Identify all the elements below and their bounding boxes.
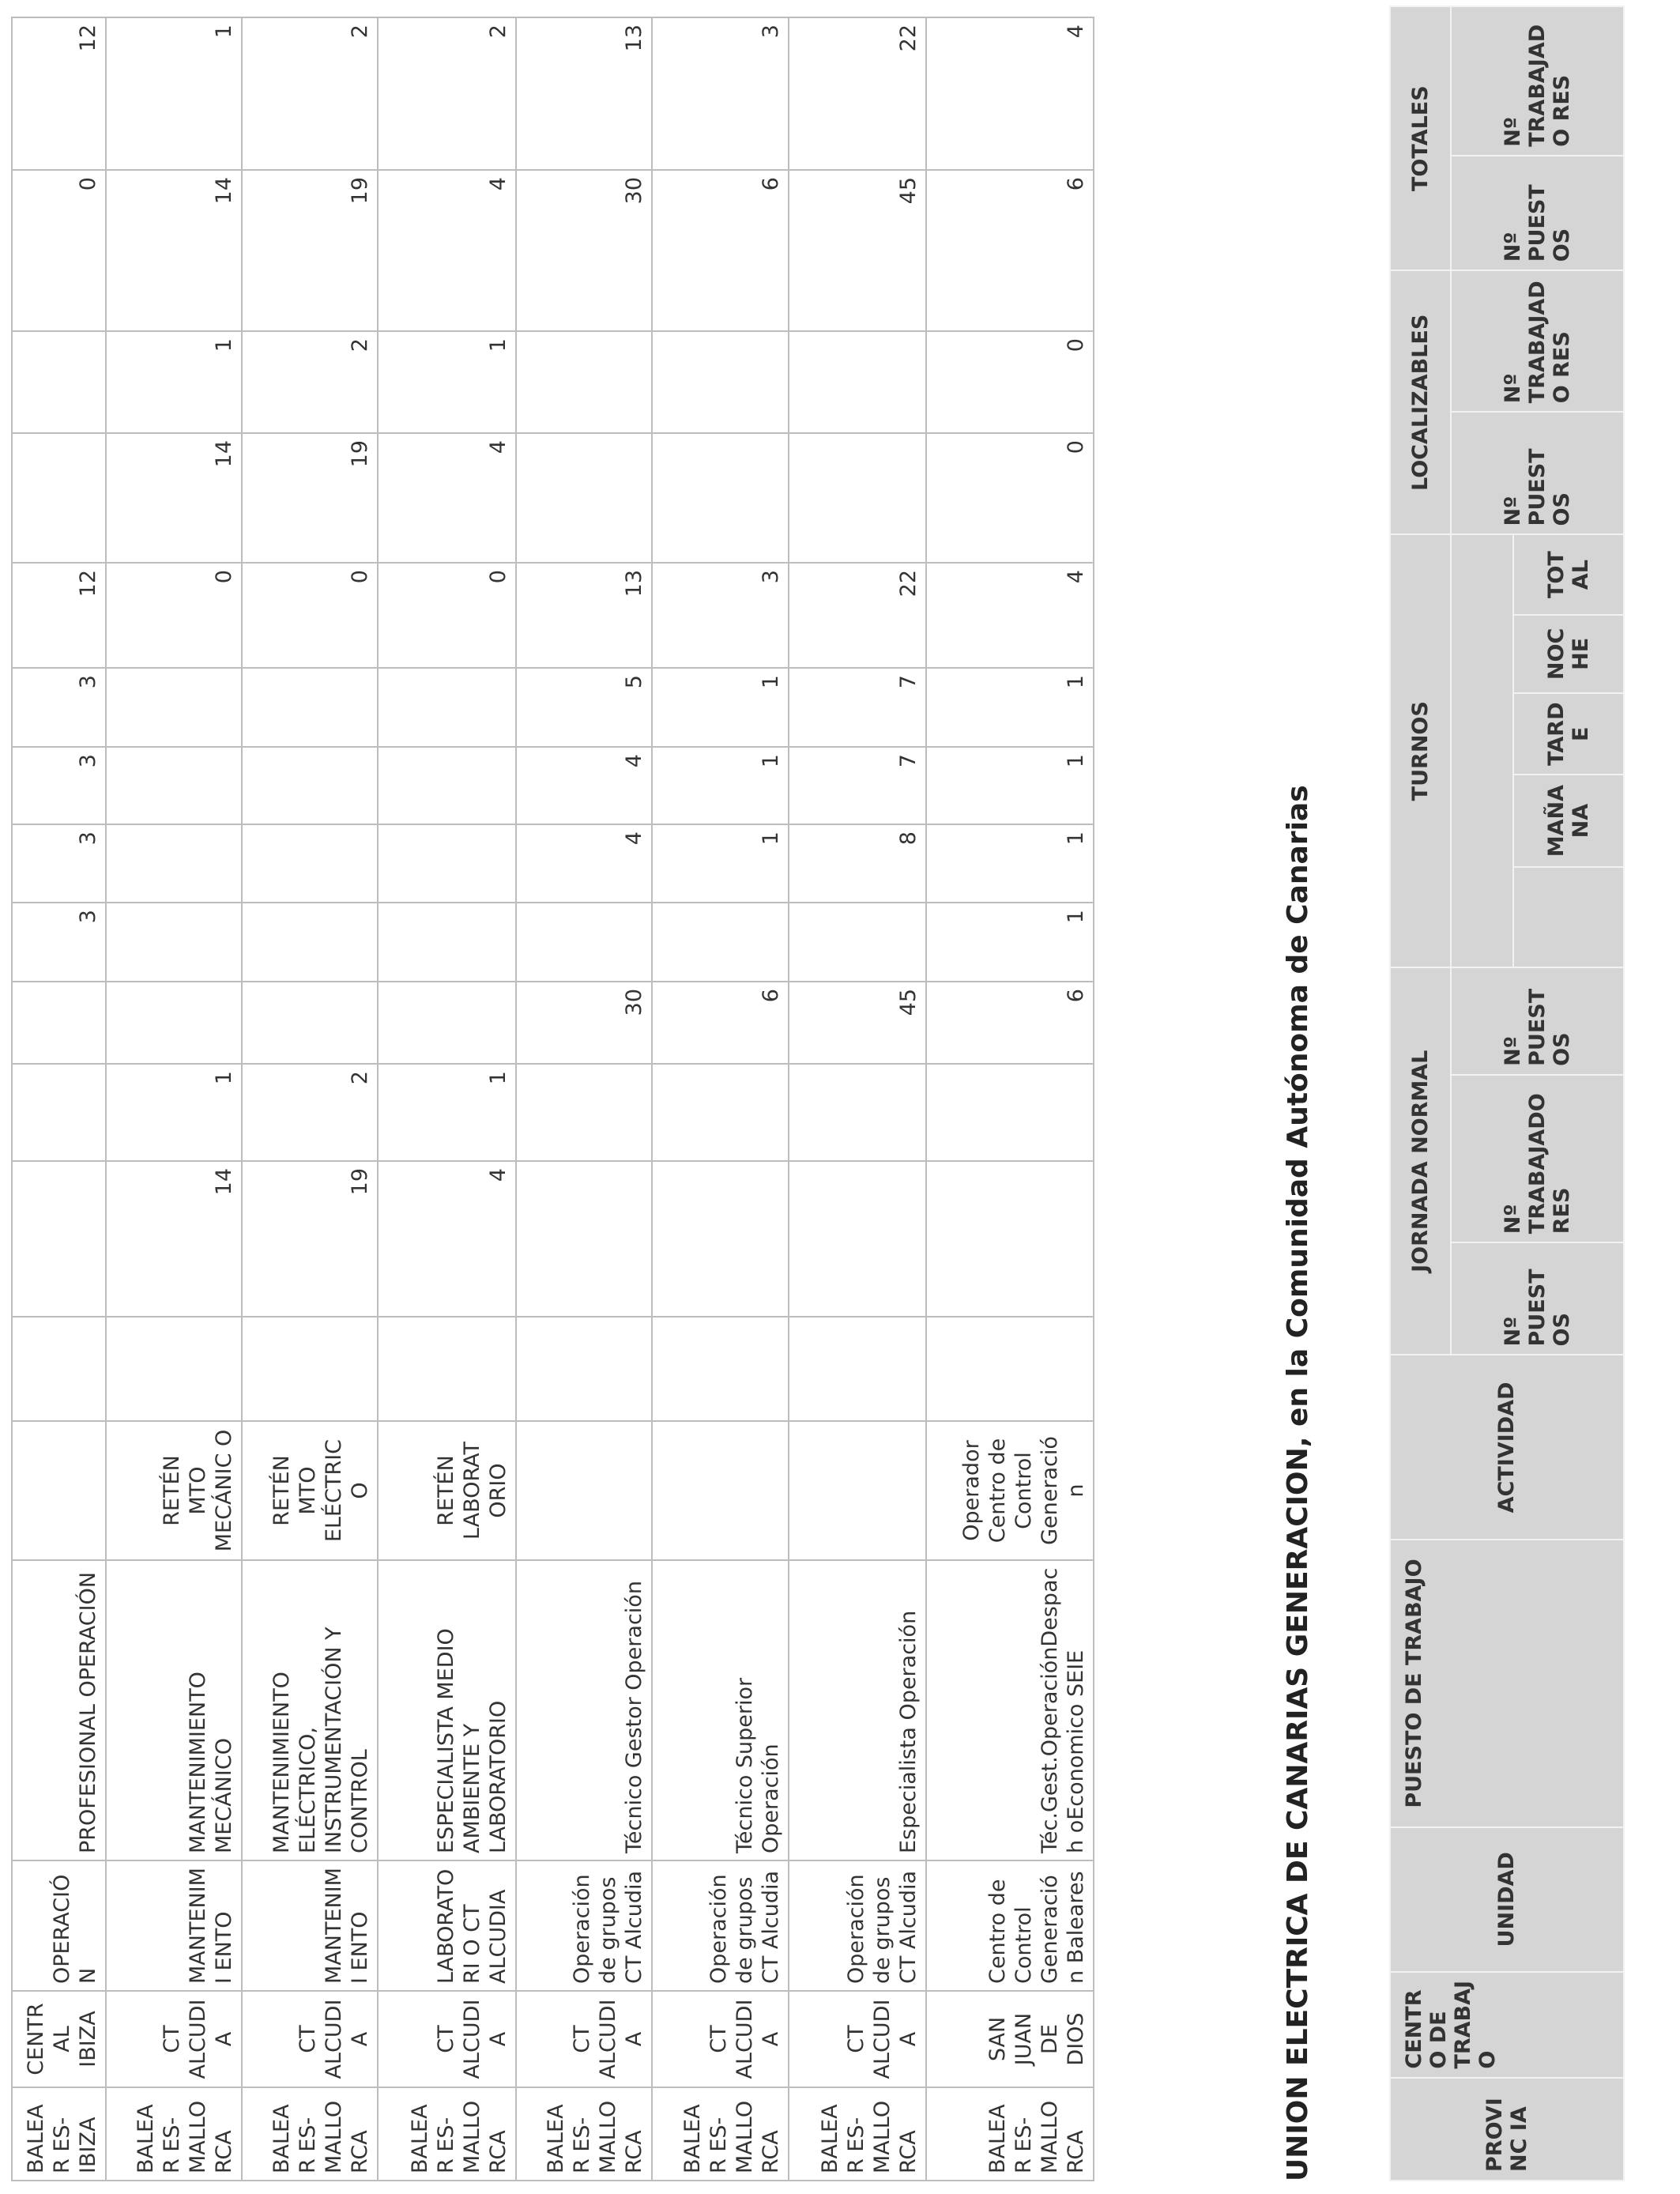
loc-puestos-cell: 3 <box>652 563 789 668</box>
actividad-cell <box>516 1421 652 1560</box>
tot-trabajadores-b-cell: 22 <box>789 17 926 170</box>
total-cell: 1 <box>652 668 789 747</box>
tot-puestos-cell <box>652 331 789 433</box>
tot-trabajadores-a-cell: 6 <box>926 170 1094 331</box>
header-manana: MAÑA NA <box>1513 775 1624 866</box>
provincia-cell: BALEAR ES-MALLO RCA <box>789 2087 926 2181</box>
actividad-cell: RETÉN MTO ELÉCTRIC O <box>242 1421 378 1560</box>
turno-trabajadores-cell: 6 <box>652 982 789 1064</box>
jn-puestos2-cell: 2 <box>242 1064 378 1161</box>
loc-trabajadores-cell <box>652 433 789 563</box>
provincia-cell: BALEAR ES-MALLO RCA <box>242 2087 378 2181</box>
header-actividad: ACTIVIDAD <box>1390 1355 1624 1540</box>
provincia-cell: BALEAR ES-MALLO RCA <box>516 2087 652 2181</box>
table-row <box>926 17 1094 2181</box>
jn-trabajadores-cell: 19 <box>242 1161 378 1317</box>
loc-puestos-cell: 12 <box>12 563 106 668</box>
jn-puestos2-cell <box>789 1064 926 1161</box>
tot-trabajadores-b-cell: 2 <box>378 17 516 170</box>
header-puesto-trabajo: PUESTO DE TRABAJO <box>1390 1540 1624 1826</box>
loc-trabajadores-cell: 4 <box>378 433 516 563</box>
tarde-cell: 1 <box>926 824 1094 903</box>
actividad-cell <box>789 1421 926 1560</box>
tot-trabajadores-b-cell: 1 <box>106 17 242 170</box>
header-turnos-blank <box>1451 534 1513 967</box>
data-table <box>11 17 1094 2181</box>
tarde-cell <box>242 824 378 903</box>
tot-trabajadores-b-cell: 3 <box>652 17 789 170</box>
table-row <box>652 17 789 2181</box>
page-title: UNION ELECTRICA DE CANARIAS GENERACION, en la Comunidad Autónoma de Canarias <box>1282 785 1314 2181</box>
unidad-cell: MANTENIMI ENTO <box>106 1860 242 1991</box>
header-noche: NOC HE <box>1513 615 1624 693</box>
provincia-cell: BALEAR ES-MALLO RCA <box>378 2087 516 2181</box>
puesto-cell: ESPECIALISTA MEDIO AMBIENTE Y LABORATORIO <box>378 1560 516 1860</box>
jn-trabajadores-cell: 4 <box>378 1161 516 1317</box>
manana-cell: 1 <box>926 903 1094 982</box>
header-turnos-extra <box>1513 867 1624 967</box>
table-row <box>242 17 378 2181</box>
jn-puestos-cell <box>106 1317 242 1421</box>
noche-cell: 1 <box>652 747 789 824</box>
tarde-cell <box>378 824 516 903</box>
header-turnos: TURNOS <box>1390 534 1451 967</box>
total-cell: 1 <box>926 668 1094 747</box>
tot-puestos-cell <box>516 331 652 433</box>
header-tot-trabajadores: Nº TRABAJADO RES <box>1451 6 1624 156</box>
tarde-cell: 4 <box>516 824 652 903</box>
tot-puestos-cell: 0 <box>926 331 1094 433</box>
tot-puestos-cell <box>12 331 106 433</box>
total-cell <box>106 668 242 747</box>
jn-puestos2-cell <box>652 1064 789 1161</box>
table-row <box>378 17 516 2181</box>
unidad-cell: Operación de grupos CT Alcudia <box>789 1860 926 1991</box>
turno-trabajadores-cell <box>106 982 242 1064</box>
header-jornada-normal: JORNADA NORMAL <box>1390 967 1451 1355</box>
manana-cell <box>652 903 789 982</box>
tot-trabajadores-a-cell: 45 <box>789 170 926 331</box>
provincia-cell: BALEAR ES-MALLO RCA <box>926 2087 1094 2181</box>
jn-puestos2-cell: 1 <box>378 1064 516 1161</box>
tot-puestos-cell: 1 <box>378 331 516 433</box>
tarde-cell <box>106 824 242 903</box>
header-totales: TOTALES <box>1390 6 1451 270</box>
jn-puestos-cell <box>242 1317 378 1421</box>
puesto-cell: PROFESIONAL OPERACIÓN <box>12 1560 106 1860</box>
manana-cell <box>789 903 926 982</box>
tot-puestos-cell <box>789 331 926 433</box>
tarde-cell: 8 <box>789 824 926 903</box>
header-loc-trabajadores: Nº TRABAJADO RES <box>1451 270 1624 412</box>
puesto-cell: MANTENIMIENTO MECÁNICO <box>106 1560 242 1860</box>
jn-puestos-cell <box>516 1317 652 1421</box>
jn-puestos-cell <box>652 1317 789 1421</box>
tarde-cell: 1 <box>652 824 789 903</box>
tot-trabajadores-b-cell: 4 <box>926 17 1094 170</box>
centro-cell: CT ALCUDI A <box>378 1991 516 2087</box>
jn-puestos-cell <box>789 1317 926 1421</box>
provincia-cell: BALEAR ES-IBIZA <box>12 2087 106 2181</box>
jn-puestos-cell <box>378 1317 516 1421</box>
header-tarde: TARD E <box>1513 693 1624 775</box>
provincia-cell: BALEAR ES-MALLO RCA <box>106 2087 242 2181</box>
centro-cell: CENTR AL IBIZA <box>12 1991 106 2087</box>
loc-trabajadores-cell: 14 <box>106 433 242 563</box>
unidad-cell: OPERACIÓN <box>12 1860 106 1991</box>
unidad-cell: MANTENIMI ENTO <box>242 1860 378 1991</box>
header-unidad: UNIDAD <box>1390 1827 1624 1972</box>
noche-cell <box>242 747 378 824</box>
tot-trabajadores-b-cell: 12 <box>12 17 106 170</box>
jn-trabajadores-cell <box>926 1161 1094 1317</box>
loc-puestos-cell: 22 <box>789 563 926 668</box>
header-localizables: LOCALIZABLES <box>1390 270 1451 534</box>
centro-cell: CT ALCUDI A <box>789 1991 926 2087</box>
header-jn-puestos: Nº PUEST OS <box>1451 1242 1624 1355</box>
actividad-cell: RETÉN MTO MECÁNIC O <box>106 1421 242 1560</box>
header-tot-puestos: Nº PUEST OS <box>1451 156 1624 271</box>
manana-cell <box>378 903 516 982</box>
jn-trabajadores-cell <box>652 1161 789 1317</box>
centro-cell: CT ALCUDI A <box>516 1991 652 2087</box>
centro-cell: CT ALCUDI A <box>106 1991 242 2087</box>
unidad-cell: LABORATORI O CT ALCUDIA <box>378 1860 516 1991</box>
turno-trabajadores-cell: 30 <box>516 982 652 1064</box>
total-cell: 5 <box>516 668 652 747</box>
manana-cell <box>516 903 652 982</box>
table-row <box>106 17 242 2181</box>
loc-puestos-cell: 0 <box>378 563 516 668</box>
tot-trabajadores-b-cell: 2 <box>242 17 378 170</box>
total-cell: 3 <box>12 668 106 747</box>
loc-trabajadores-cell: 0 <box>926 433 1094 563</box>
actividad-cell: RETÉN LABORAT ORIO <box>378 1421 516 1560</box>
turno-trabajadores-cell: 45 <box>789 982 926 1064</box>
tarde-cell: 3 <box>12 824 106 903</box>
unidad-cell: Operación de grupos CT Alcudia <box>516 1860 652 1991</box>
tot-trabajadores-a-cell: 19 <box>242 170 378 331</box>
puesto-cell: Especialista Operación <box>789 1560 926 1860</box>
jn-puestos-cell <box>926 1317 1094 1421</box>
turno-trabajadores-cell: 6 <box>926 982 1094 1064</box>
jn-puestos2-cell <box>12 1064 106 1161</box>
tot-trabajadores-a-cell: 14 <box>106 170 242 331</box>
manana-cell <box>106 903 242 982</box>
jn-puestos2-cell <box>926 1064 1094 1161</box>
turno-trabajadores-cell <box>378 982 516 1064</box>
provincia-cell: BALEAR ES-MALLO RCA <box>652 2087 789 2181</box>
noche-cell <box>378 747 516 824</box>
tot-trabajadores-b-cell: 13 <box>516 17 652 170</box>
header-provincia: PROVINC IA <box>1390 2078 1624 2181</box>
actividad-cell: Operador Centro de Control Generació n <box>926 1421 1094 1560</box>
puesto-cell: MANTENIMIENTO ELÉCTRICO, INSTRUMENTACIÓN Y CONTROL <box>242 1560 378 1860</box>
total-cell <box>242 668 378 747</box>
noche-cell <box>106 747 242 824</box>
header-jn-puestos-2: Nº PUEST OS <box>1451 967 1624 1075</box>
noche-cell: 4 <box>516 747 652 824</box>
header-loc-puestos: Nº PUEST OS <box>1451 412 1624 534</box>
table-row <box>789 17 926 2181</box>
unidad-cell: Centro de Control Generación Baleares <box>926 1860 1094 1991</box>
unidad-cell: Operación de grupos CT Alcudia <box>652 1860 789 1991</box>
loc-puestos-cell: 4 <box>926 563 1094 668</box>
loc-trabajadores-cell: 19 <box>242 433 378 563</box>
loc-trabajadores-cell <box>789 433 926 563</box>
jn-puestos-cell <box>12 1317 106 1421</box>
tot-puestos-cell: 1 <box>106 331 242 433</box>
loc-trabajadores-cell <box>516 433 652 563</box>
loc-trabajadores-cell <box>12 433 106 563</box>
turno-trabajadores-cell <box>12 982 106 1064</box>
jn-trabajadores-cell <box>516 1161 652 1317</box>
centro-cell: CT ALCUDI A <box>652 1991 789 2087</box>
noche-cell: 1 <box>926 747 1094 824</box>
puesto-cell: Téc.Gest.OperaciónDespach oEconomico SEIE <box>926 1560 1094 1860</box>
column-header-table <box>1389 6 1625 2181</box>
jn-trabajadores-cell: 14 <box>106 1161 242 1317</box>
noche-cell: 7 <box>789 747 926 824</box>
tot-trabajadores-a-cell: 6 <box>652 170 789 331</box>
centro-cell: SAN JUAN DE DIOS <box>926 1991 1094 2087</box>
header-centro-trabajo: CENTRO DE TRABAJO <box>1390 1972 1624 2078</box>
tot-trabajadores-a-cell: 30 <box>516 170 652 331</box>
puesto-cell: Técnico Superior Operación <box>652 1560 789 1860</box>
table-row <box>12 17 106 2181</box>
actividad-cell <box>652 1421 789 1560</box>
jn-puestos2-cell: 1 <box>106 1064 242 1161</box>
header-jn-trabajadores: Nº TRABAJADO RES <box>1451 1075 1624 1242</box>
jn-trabajadores-cell <box>789 1161 926 1317</box>
loc-puestos-cell: 0 <box>106 563 242 668</box>
noche-cell: 3 <box>12 747 106 824</box>
total-cell: 7 <box>789 668 926 747</box>
jn-trabajadores-cell <box>12 1161 106 1317</box>
total-cell <box>378 668 516 747</box>
loc-puestos-cell: 13 <box>516 563 652 668</box>
loc-puestos-cell: 0 <box>242 563 378 668</box>
jn-puestos2-cell <box>516 1064 652 1161</box>
tot-trabajadores-a-cell: 4 <box>378 170 516 331</box>
tot-puestos-cell: 2 <box>242 331 378 433</box>
puesto-cell: Técnico Gestor Operación <box>516 1560 652 1860</box>
header-total: TOT AL <box>1513 534 1624 614</box>
table-row <box>516 17 652 2181</box>
manana-cell: 3 <box>12 903 106 982</box>
turno-trabajadores-cell <box>242 982 378 1064</box>
tot-trabajadores-a-cell: 0 <box>12 170 106 331</box>
manana-cell <box>242 903 378 982</box>
centro-cell: CT ALCUDI A <box>242 1991 378 2087</box>
actividad-cell <box>12 1421 106 1560</box>
